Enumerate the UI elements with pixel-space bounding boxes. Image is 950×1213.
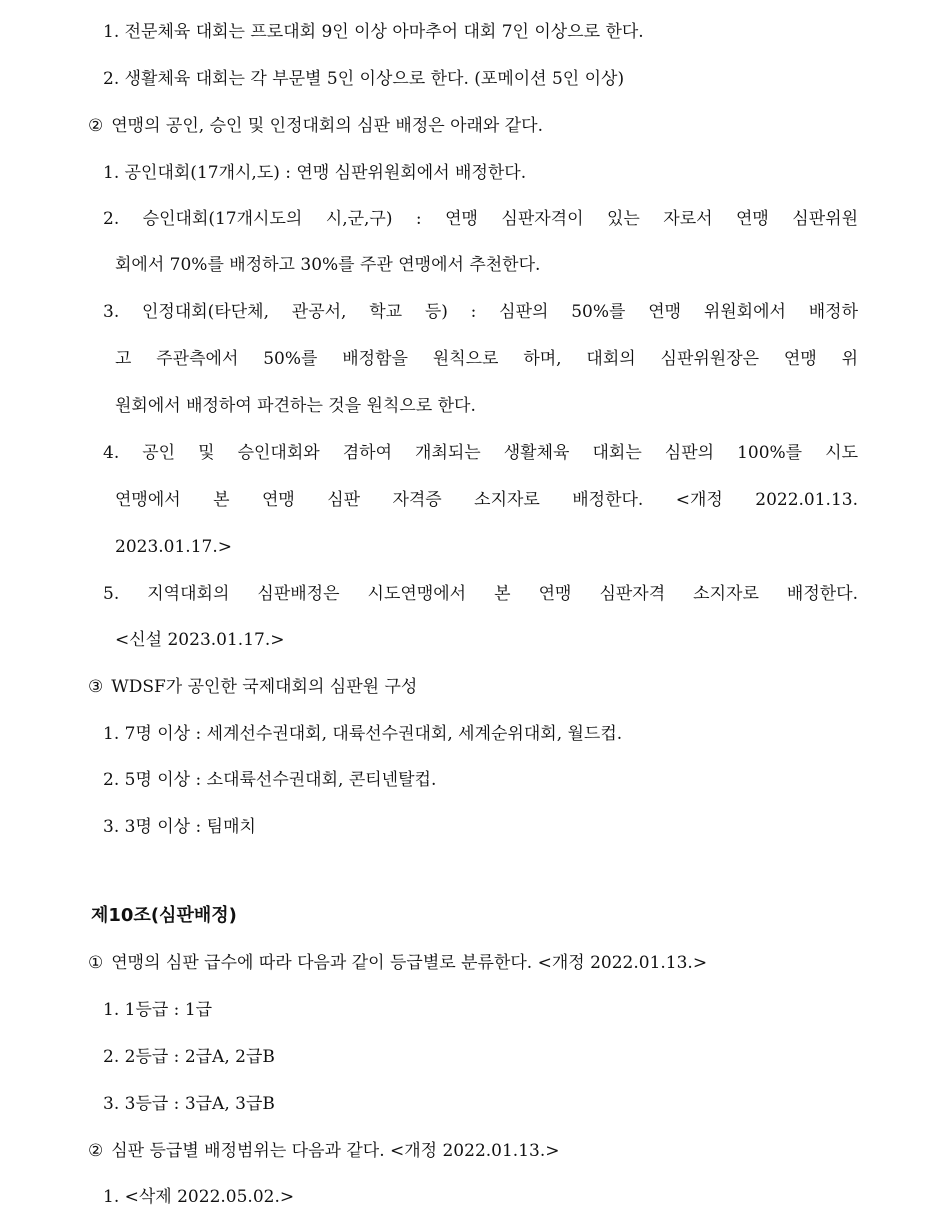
item-approved-competition-line2: 회에서 70%를 배정하고 30%를 주관 연맹에서 추천한다. xyxy=(115,255,541,275)
item-recognized-competition-line3: 원회에서 배정하여 파견하는 것을 원칙으로 한다. xyxy=(115,396,476,416)
clause-text: 연맹의 심판 급수에 따라 다음과 같이 등급별로 분류한다. <개정 2022.01.13.> xyxy=(111,953,708,973)
item-five-judges: 2. 5명 이상 : 소대륙선수권대회, 콘티넨탈컵. xyxy=(103,770,437,790)
item-combined-competition-line2: 연맹에서 본 연맹 심판 자격증 소지자로 배정한다. <개정 2022.01.13. xyxy=(115,490,858,510)
item-grade-3: 3. 3등급 : 3급A, 3급B xyxy=(103,1094,275,1114)
clause-text: 연맹의 공인, 승인 및 인정대회의 심판 배정은 아래와 같다. xyxy=(111,116,543,136)
clause-text: 심판 등급별 배정범위는 다음과 같다. <개정 2022.01.13.> xyxy=(111,1141,560,1161)
item-recognized-competition-line1: 3. 인정대회(타단체, 관공서, 학교 등) : 심판의 50%를 연맹 위원회에서 배정하 xyxy=(103,302,858,322)
item-deleted: 1. <삭제 2022.05.02.> xyxy=(103,1187,295,1207)
clause-1 xyxy=(0,951,950,975)
clause-text: WDSF가 공인한 국제대회의 심판원 구성 xyxy=(111,677,418,697)
clause-3 xyxy=(0,675,950,699)
item-grade-2: 2. 2등급 : 2급A, 2급B xyxy=(103,1047,275,1067)
item-regional-competition-line2: <신설 2023.01.17.> xyxy=(115,630,285,650)
item-three-judges: 3. 3명 이상 : 팀매치 xyxy=(103,817,256,837)
item-recognized-competition-line2: 고 주관측에서 50%를 배정함을 원칙으로 하며, 대회의 심판위원장은 연맹 위 xyxy=(115,349,858,369)
clause-2-grade-scope xyxy=(0,1139,950,1163)
clause-2 xyxy=(0,114,950,138)
clause-number: ② xyxy=(88,116,104,136)
item-grade-1: 1. 1등급 : 1급 xyxy=(103,1000,213,1020)
item-seven-judges: 1. 7명 이상 : 세계선수권대회, 대륙선수권대회, 세계순위대회, 월드컵. xyxy=(103,724,623,744)
item-lifestyle-judges: 2. 생활체육 대회는 각 부문별 5인 이상으로 한다. (포메이션 5인 이상) xyxy=(103,69,625,89)
clause-number: ② xyxy=(88,1141,104,1161)
article-heading: 제10조(심판배정) xyxy=(91,905,237,926)
item-combined-competition-line1: 4. 공인 및 승인대회와 겸하여 개최되는 생활체육 대회는 심판의 100%를 시도 xyxy=(103,443,858,463)
item-approved-competition-line1: 2. 승인대회(17개시도의 시,군,구) : 연맹 심판자격이 있는 자로서 연맹 심판위원 xyxy=(103,209,858,229)
item-pro-amateur-judges: 1. 전문체육 대회는 프로대회 9인 이상 아마추어 대회 7인 이상으로 한다. xyxy=(103,22,644,42)
item-regional-competition-line1: 5. 지역대회의 심판배정은 시도연맹에서 본 연맹 심판자격 소지자로 배정한다. xyxy=(103,584,858,604)
clause-number: ③ xyxy=(88,677,104,697)
item-official-competition: 1. 공인대회(17개시,도) : 연맹 심판위원회에서 배정한다. xyxy=(103,163,527,183)
item-combined-competition-line3: 2023.01.17.> xyxy=(115,537,232,557)
clause-number: ① xyxy=(88,953,104,973)
